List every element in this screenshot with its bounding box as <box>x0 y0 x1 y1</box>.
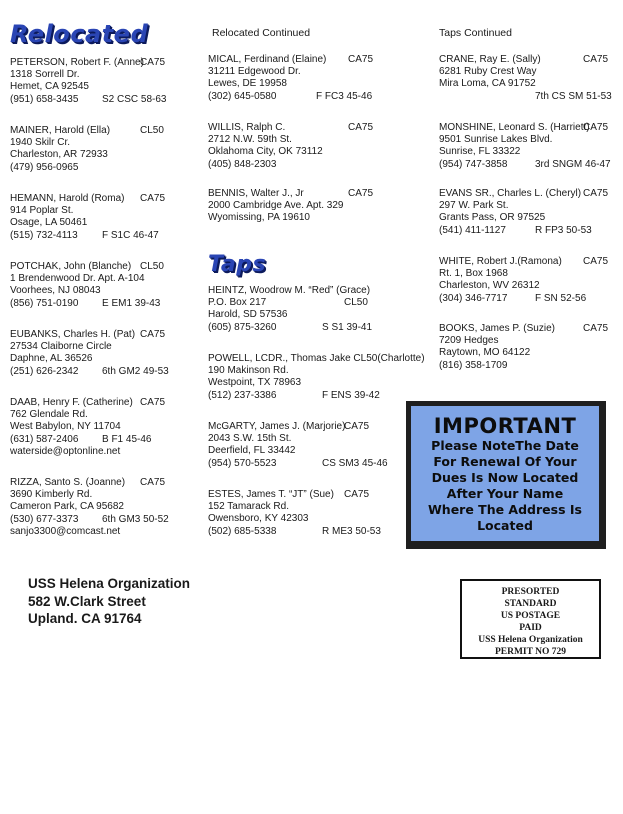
address-text: Charleston, WV 26312 <box>439 280 540 292</box>
phone-line <box>10 162 110 174</box>
postage-line: PAID <box>519 623 542 633</box>
address-line <box>439 78 541 90</box>
ship-code: CA75 <box>140 477 166 488</box>
return-address-line: Upland. CA 91764 <box>28 611 142 626</box>
email-line <box>10 526 125 538</box>
important-title: IMPORTANT <box>433 414 577 438</box>
phone-number: (816) 358-1709 <box>439 359 508 371</box>
ship-code: CA75 <box>583 122 609 133</box>
member-name: MAINER, Harold (Ella) <box>10 125 111 136</box>
member-entry <box>208 421 388 470</box>
phone-line <box>208 457 388 470</box>
relocated-continued-title: Relocated Continued <box>212 27 311 39</box>
phone-number: (631) 587-2406 <box>10 433 79 445</box>
address-line <box>10 409 133 421</box>
member-name: WILLIS, Ralph C. <box>208 122 286 133</box>
address-line <box>208 297 370 309</box>
postage-permit-box <box>460 579 601 659</box>
address-line <box>10 137 110 149</box>
address-line <box>439 134 590 146</box>
member-name: PETERSON, Robert F. (Anne) <box>10 57 144 68</box>
important-line: Located <box>477 518 533 533</box>
important-line: Please NoteThe Date <box>431 438 579 453</box>
address-line <box>208 309 370 321</box>
important-panel <box>411 406 599 541</box>
member-name-line <box>439 323 609 335</box>
phone-line <box>208 159 323 171</box>
service-record: 7th CS SM 51-53 <box>535 90 612 102</box>
phone-line <box>10 93 167 106</box>
member-entry <box>208 353 425 402</box>
address-line <box>208 445 345 457</box>
member-name-line <box>208 122 374 134</box>
member-entry <box>10 261 164 310</box>
ship-code: CA75 <box>583 323 609 334</box>
member-name: RIZZA, Santo S. (Joanne) <box>10 477 126 488</box>
phone-line <box>208 90 373 103</box>
ship-code: CA75 <box>140 329 166 340</box>
member-entry <box>439 323 609 372</box>
address-text: Owensboro, KY 42303 <box>208 513 309 525</box>
address-text: Charleston, AR 72933 <box>10 149 108 161</box>
phone-line <box>10 365 169 378</box>
important-notice <box>406 401 606 549</box>
email-line <box>10 446 133 458</box>
phone-number: (605) 875-3260 <box>208 321 277 333</box>
address-text: 7209 Hedges <box>439 335 499 347</box>
service-record: 3rd SNGM 46-47 <box>535 158 611 170</box>
member-entry <box>10 57 167 106</box>
member-entry <box>10 193 166 242</box>
phone-line <box>208 321 373 334</box>
address-text: Oklahoma City, OK 73112 <box>208 146 323 158</box>
ship-code: CA75 <box>348 122 374 133</box>
member-name: MICAL, Ferdinand (Elaine) <box>208 54 327 65</box>
address-text: Rt. 1, Box 1968 <box>439 268 508 280</box>
ship-code: CL50 <box>140 261 164 272</box>
ship-code: CA75 <box>583 188 609 199</box>
address-line <box>208 365 425 377</box>
address-line <box>10 353 135 365</box>
phone-line <box>10 229 159 242</box>
postage-line: STANDARD <box>504 599 557 609</box>
phone-number: (479) 956-0965 <box>10 161 79 173</box>
service-record: CS SM3 45-46 <box>322 457 388 469</box>
member-entry <box>439 188 609 237</box>
phone-number: (530) 677-3373 <box>10 513 79 525</box>
member-entry <box>439 122 611 171</box>
ship-code: CA75 <box>140 193 166 204</box>
postage-line: PERMIT NO 729 <box>494 647 567 657</box>
ship-code: CA75 <box>348 54 374 65</box>
phone-line <box>208 525 381 538</box>
member-name: HEMANN, Harold (Roma) <box>10 193 125 204</box>
address-text: Sunrise, FL 33322 <box>439 146 521 158</box>
address-text: 297 W. Park St. <box>439 200 509 212</box>
address-text: 9501 Sunrise Lakes Blvd. <box>439 134 553 146</box>
address-text: Westpoint, TX 78963 <box>208 377 302 389</box>
member-name-line <box>10 57 166 69</box>
address-line <box>208 513 334 525</box>
member-name-line <box>439 188 609 200</box>
member-entry <box>439 54 612 103</box>
phone-line <box>439 90 612 103</box>
member-name: BOOKS, James P. (Suzie) <box>439 323 555 334</box>
phone-number: (302) 645-0580 <box>208 90 277 102</box>
address-text: Daphne, AL 36526 <box>10 353 93 365</box>
phone-number: (954) 570-5523 <box>208 457 277 469</box>
member-name: BENNIS, Walter J., Jr <box>208 188 304 199</box>
address-line <box>439 335 555 347</box>
service-record: 6th GM2 49-53 <box>102 365 169 377</box>
address-line <box>208 146 323 158</box>
service-record: F ENS 39-42 <box>322 389 380 401</box>
ship-code: CA75 <box>583 256 609 267</box>
address-line <box>439 212 581 224</box>
service-record: R FP3 50-53 <box>535 224 592 236</box>
address-text: Mira Loma, CA 91752 <box>439 78 536 90</box>
address-line <box>208 377 425 389</box>
address-text: 914 Poplar St. <box>10 205 74 217</box>
address-line <box>10 489 125 501</box>
email-address: sanjo3300@comcast.net <box>10 525 121 537</box>
address-text: 31211 Edgewood Dr. <box>208 66 301 78</box>
address-text: 762 Glendale Rd. <box>10 409 88 421</box>
ship-code: CA75 <box>344 421 370 432</box>
address-text: 2712 N.W. 59th St. <box>208 134 292 146</box>
postage-line: USS Helena Organization <box>478 635 583 645</box>
address-line <box>10 285 145 297</box>
important-line: After Your Name <box>446 486 564 501</box>
phone-number: (856) 751-0190 <box>10 297 79 309</box>
address-text: 6281 Ruby Crest Way <box>439 66 537 78</box>
member-entry <box>208 122 374 171</box>
address-line <box>208 501 334 513</box>
member-name: McGARTY, James J. (Marjorie) <box>208 421 346 432</box>
phone-number: (251) 626-2342 <box>10 365 79 377</box>
service-record: B F1 45-46 <box>102 433 152 445</box>
address-text: Hemet, CA 92545 <box>10 81 89 93</box>
address-line <box>208 66 326 78</box>
address-text: West Babylon, NY 11704 <box>10 421 121 433</box>
member-name: POWELL, LCDR., Thomas Jake CL50(Charlotte) <box>208 353 425 364</box>
service-record: S2 CSC 58-63 <box>102 93 167 105</box>
ship-code: CL50 <box>344 297 368 309</box>
member-name-line <box>439 54 609 66</box>
ship-code: CA75 <box>140 57 166 68</box>
member-name-line <box>10 397 166 409</box>
member-entry <box>208 285 373 334</box>
address-text: 27534 Claiborne Circle <box>10 341 112 353</box>
phone-number: (951) 658-3435 <box>10 93 79 105</box>
phone-line <box>208 390 425 402</box>
member-entry <box>10 397 166 458</box>
postage-line: US POSTAGE <box>500 611 561 621</box>
phone-line <box>439 158 611 171</box>
member-name-line <box>208 54 374 66</box>
member-name-line <box>10 125 164 137</box>
member-entry <box>208 489 381 538</box>
address-text: Raytown, MO 64122 <box>439 347 531 359</box>
address-text: 1318 Sorrell Dr. <box>10 69 80 81</box>
address-line <box>10 501 125 513</box>
phone-number: (954) 747-3858 <box>439 158 508 170</box>
address-line <box>10 149 110 161</box>
address-line <box>208 433 345 445</box>
address-text: 1 Brendenwood Dr. Apt. A-104 <box>10 273 145 285</box>
phone-number: (405) 848-2303 <box>208 158 277 170</box>
ship-code: CA75 <box>344 489 370 500</box>
return-address-line: USS Helena Organization <box>28 576 191 591</box>
postage-line: PRESORTED <box>501 587 560 597</box>
address-text: Osage, LA 50461 <box>10 217 88 229</box>
service-record: S S1 39-41 <box>322 321 373 333</box>
address-line <box>439 280 562 292</box>
address-text: Deerfield, FL 33442 <box>208 445 296 457</box>
phone-number: (541) 411-1127 <box>439 224 506 236</box>
member-entry <box>10 477 169 538</box>
member-name-line <box>208 285 370 297</box>
phone-number: (502) 685-5338 <box>208 525 277 537</box>
address-line <box>439 146 590 158</box>
address-text: 1940 Skilr Cr. <box>10 137 71 149</box>
member-name-line <box>439 256 609 268</box>
member-name: DAAB, Henry F. (Catherine) <box>10 397 133 408</box>
taps-continued-title: Taps Continued <box>439 27 512 39</box>
address-line <box>439 66 541 78</box>
address-text: Wyomissing, PA 19610 <box>208 212 310 224</box>
address-line <box>439 200 581 212</box>
member-name-line <box>10 477 166 489</box>
address-line <box>439 347 555 359</box>
important-line: Dues Is Now Located <box>431 470 579 485</box>
service-record: F FC3 45-46 <box>316 90 373 102</box>
member-entry <box>439 256 609 305</box>
address-text: Lewes, DE 19958 <box>208 78 287 90</box>
email-address: waterside@optonline.net <box>10 445 121 457</box>
member-name: WHITE, Robert J.(Ramona) <box>439 256 562 267</box>
phone-number: (512) 237-3386 <box>208 389 277 401</box>
service-record: F SN 52-56 <box>535 292 587 304</box>
ship-code: CA75 <box>583 54 609 65</box>
member-entry <box>10 329 169 378</box>
member-name: HEINTZ, Woodrow M. “Red” (Grace) <box>208 285 371 296</box>
address-line <box>10 217 124 229</box>
phone-number: (304) 346-7717 <box>439 292 508 304</box>
member-name: EVANS SR., Charles L. (Cheryl) <box>439 188 582 199</box>
phone-line <box>10 433 152 446</box>
important-line: Where The Address Is <box>428 502 582 517</box>
address-line <box>208 212 343 224</box>
address-line <box>10 205 124 217</box>
address-text: Grants Pass, OR 97525 <box>439 212 546 224</box>
address-text: 190 Makinson Rd. <box>208 365 289 377</box>
member-entry <box>208 188 374 225</box>
member-entry <box>208 54 374 103</box>
address-line <box>10 421 133 433</box>
taps-heading: Taps <box>208 252 267 277</box>
address-text: Harold, SD 57536 <box>208 309 288 321</box>
address-line <box>10 69 144 81</box>
return-address <box>28 575 190 628</box>
address-line <box>208 200 343 212</box>
member-name-line <box>208 421 370 433</box>
important-line: For Renewal Of Your <box>433 454 577 469</box>
member-name-line <box>10 193 166 205</box>
address-text: 3690 Kimberly Rd. <box>10 489 93 501</box>
phone-line <box>10 513 169 526</box>
member-name-line <box>10 329 166 341</box>
address-line <box>208 78 326 90</box>
member-name: CRANE, Ray E. (Sally) <box>439 54 541 65</box>
service-record: E EM1 39-43 <box>102 297 161 309</box>
service-record: R ME3 50-53 <box>322 525 381 537</box>
phone-line <box>439 360 555 372</box>
phone-number: (515) 732-4113 <box>10 229 78 241</box>
address-text: Voorhees, NJ 08043 <box>10 285 101 297</box>
address-text: 2043 S.W. 15th St. <box>208 433 292 445</box>
phone-line <box>439 224 592 237</box>
phone-line <box>10 297 161 310</box>
member-name-line <box>10 261 164 273</box>
return-address-line: 582 W.Clark Street <box>28 593 146 609</box>
member-name-line <box>208 188 374 200</box>
member-name-line <box>208 489 370 501</box>
address-line <box>10 273 145 285</box>
address-text: 2000 Cambridge Ave. Apt. 329 <box>208 200 344 212</box>
phone-line <box>439 292 587 305</box>
address-line <box>439 268 562 280</box>
address-line <box>10 81 144 93</box>
address-text: 152 Tamarack Rd. <box>208 501 289 513</box>
ship-code: CL50 <box>140 125 164 136</box>
member-name: ESTES, James T. “JT” (Sue) <box>208 489 334 500</box>
member-name: POTCHAK, John (Blanche) <box>10 261 132 272</box>
ship-code: CA75 <box>140 397 166 408</box>
member-name: EUBANKS, Charles H. (Pat) <box>10 329 136 340</box>
service-record: F S1C 46-47 <box>102 229 159 241</box>
service-record: 6th GM3 50-52 <box>102 513 169 525</box>
address-line <box>10 341 135 353</box>
member-entry <box>10 125 164 174</box>
address-text: Cameron Park, CA 95682 <box>10 501 124 513</box>
member-name-line <box>208 353 425 365</box>
member-name: MONSHINE, Leonard S. (Harriett) <box>439 122 590 133</box>
relocated-heading: Relocated <box>10 20 149 48</box>
address-line <box>208 134 323 146</box>
member-name-line <box>439 122 609 134</box>
ship-code: CA75 <box>348 188 374 199</box>
address-text: P.O. Box 217 <box>208 297 267 309</box>
